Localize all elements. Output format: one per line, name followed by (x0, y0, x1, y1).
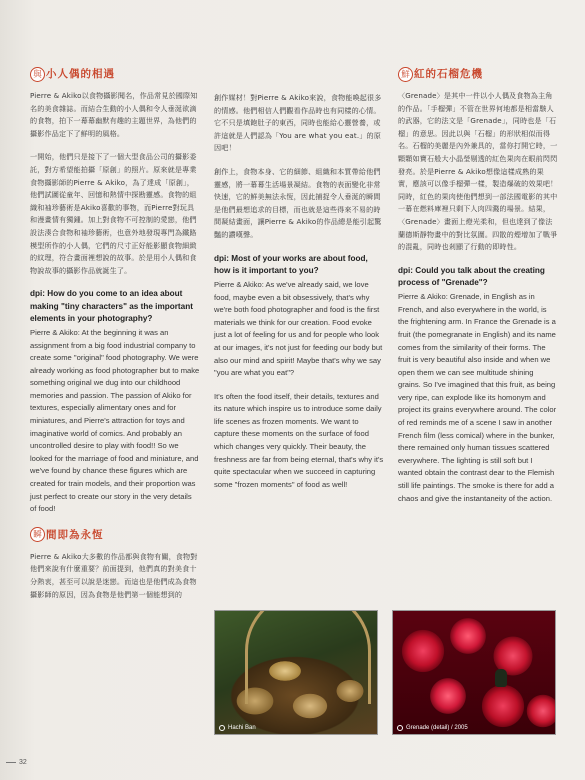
column-left (30, 66, 200, 612)
caption-marker-icon (219, 725, 225, 731)
interview-question: dpi: Most of your works are about food, how is it important to you? (214, 253, 368, 275)
interview-question: dpi: Could you talk about the creating process of "Grenade"? (398, 265, 545, 287)
interview-answer: Pierre & Akiko: As we've already said, we love food, maybe even a bit obsessively, that's why we're both food photographer and food is the first materials we think for our creation. Food evoke just a lot of feeling for us and for people who look at our images, it's not just for feeding our body but also our mind and spirit! Maybe that's why we say "you are what you eat"? (214, 279, 383, 378)
interview-answer: It's often the food itself, their details, textures and its nature which inspire us to introduce some daily life scenes as frozen moments. We want to capture these moments on the surface of food which changes very quickly. Their beauty, the freshness are far from being eternal, that's why it's quite spectacular when we succeed in capturing some "frozen moments" of food as well! (214, 391, 384, 489)
paragraph-zh: 創作上，食物本身、它的細節、組織和本質帶給他們靈感，將一幕幕生活場景凝結。食物的表面變化非常快速，它的鮮美無法永恆，因此捕捉令人垂涎的瞬間是他們最想追求的目標，而也就是這些得來不易的時間凝結畫面，讓Pierre & Akiko的作品總是能引起驚豔的讚嘆聲。 (214, 166, 382, 239)
section-heading-encounter (30, 66, 200, 82)
paragraph-zh: Pierre & Akiko大多數的作品都與食物有關，食物對他們來說有什麼重要？前面提到，他們真的對美食十分熱衷，甚至可以說是迷戀。而這也是他們成為食物攝影師的原因，因為食物是他們第一個能想到的 (30, 551, 198, 599)
heading-badge: 鮮 (398, 67, 413, 82)
interview-answer: Pierre & Akiko: Grenade, in English as in French, and also everywhere in the world, is the frightening arm. In France the Grenade is a fruit (the pomegranate in English) and its name comes from the similarity of their forms. The fruit is very beautiful also inside and when we open them we can see multitude shining grains. So I've imagined that this fruit, as being very ripe, can explode like its homonym and project its grains everywhere around. The color of red reminds me of a scene I saw in another French film (less comical) where in the bunker, there remained only human tissues scattered everywhere. The lighting is still soft but I wanted obtain the contrast dear to the Flemish still life paintings. The smoke is there for add a chaos and give the instantaneity of the action. (398, 292, 557, 503)
section-heading-grenade (398, 66, 558, 82)
photo-grenade (392, 610, 556, 735)
interview-question: dpi: How do you come to an idea about making "tiny characters" as the important elements in your photography? (30, 289, 193, 323)
basket-handle (245, 610, 371, 704)
miniature-figure (495, 669, 507, 687)
photo-caption (219, 725, 256, 731)
paragraph-zh: Pierre & Akiko以食物攝影聞名，作品常見於國際知名的美食雜誌。而結合生動的小人偶和令人垂涎欲滴的食物，拍下一幕幕幽默有趣的主題世界，為他們的攝影作品定下了鮮明的風格。 (30, 91, 198, 138)
photo-caption (397, 725, 468, 731)
heading-badge: 與 (30, 67, 45, 82)
heading-title: 間即為永恆 (46, 528, 104, 541)
caption-text: Hachi Ban (228, 725, 256, 731)
interview-answer: Pierre & Akiko: At the beginning it was an assignment from a big food industrial company to create some "original" food photography. We were already working as food photographer but to make something original we dug into our childhood memories and passion. The passion of Akiko for textures, especially alimentary ones and for miniatures, and Pierre's attraction for toys and imaginative world of comics. And probably an uncontrolled desire to play with food!! So we looked for the marriage of food and miniature, and we've found by chance these figures which are created for train models, and their proportion was just perfect to create our story in the very details of food! (30, 327, 200, 514)
heading-title: 小人偶的相遇 (46, 67, 115, 80)
photo-hachi-ban (214, 610, 378, 735)
heading-badge: 瞬 (30, 527, 45, 542)
caption-text: Grenade (detail) / 2005 (406, 725, 468, 731)
column-middle (214, 92, 384, 502)
page-number: 32 (6, 759, 27, 766)
paragraph-zh: 〈Grenade〉是其中一件以小人偶及食物為主角的作品。「手榴彈」不管在世界何地都是相當駭人的武器，它的法文是「Grenade」，同時也是「石榴」的意思。因此以與「石榴」的形狀相似而得名。石榴的美麗是內外兼具的，當你打開它時，一顆顆如寶石般大小晶瑩剔透的紅色果肉在眼前閃閃發亮。於是Pierre & Akiko想像這樣成熟的果實，應該可以像手榴彈一樣，製造爆破的效果吧！同時，紅色的果肉使他們想到一部法國電影的其中一幕在燃料庫裡只剩下人肉四濺的場景。結果，〈Grenade〉畫面上燈光柔和，但也達到了像法蘭德斯靜物畫中的對比氛圍。四散的煙增加了戰爭的混亂，同時也剎顯了行動的即時性。 (398, 91, 558, 252)
heading-title: 紅的石榴危機 (414, 67, 483, 80)
section-heading-moment (30, 527, 200, 543)
paragraph-zh: 一開始，他們只是接下了一個大型食品公司的攝影委託，對方希望能拍攝「原創」的照片。原來就是專業食物攝影師的Pierre & Akiko，為了達成「原創」，他們試圖從童年、回憶和熱情中探勘靈感。食物的組織和袖珍藝術是Akiko喜歡的事物，而Pierre對玩具和漫畫情有獨鍾。加上對食物不可控制的愛戀，他們設法湊合食物和袖珍藝術，也意外地發現專門為鐵路模型所作的小人偶，它們的尺寸正好能影顯食物細緻的紋理，符合畫面裡想說的故事。於是用小人偶和食物說故事的攝影作品就誕生了。 (30, 152, 197, 275)
caption-marker-icon (397, 725, 403, 731)
paragraph-zh: 創作媒材！對Pierre & Akiko來說，食物能喚起很多的情感。他們相信人們觀看作品時也有同樣的心情。它不只是填飽肚子的東西，同時也能給心靈營養，或許這就是人們認為「You are what you eat.」的原因吧！ (214, 93, 382, 153)
column-right (398, 66, 558, 516)
